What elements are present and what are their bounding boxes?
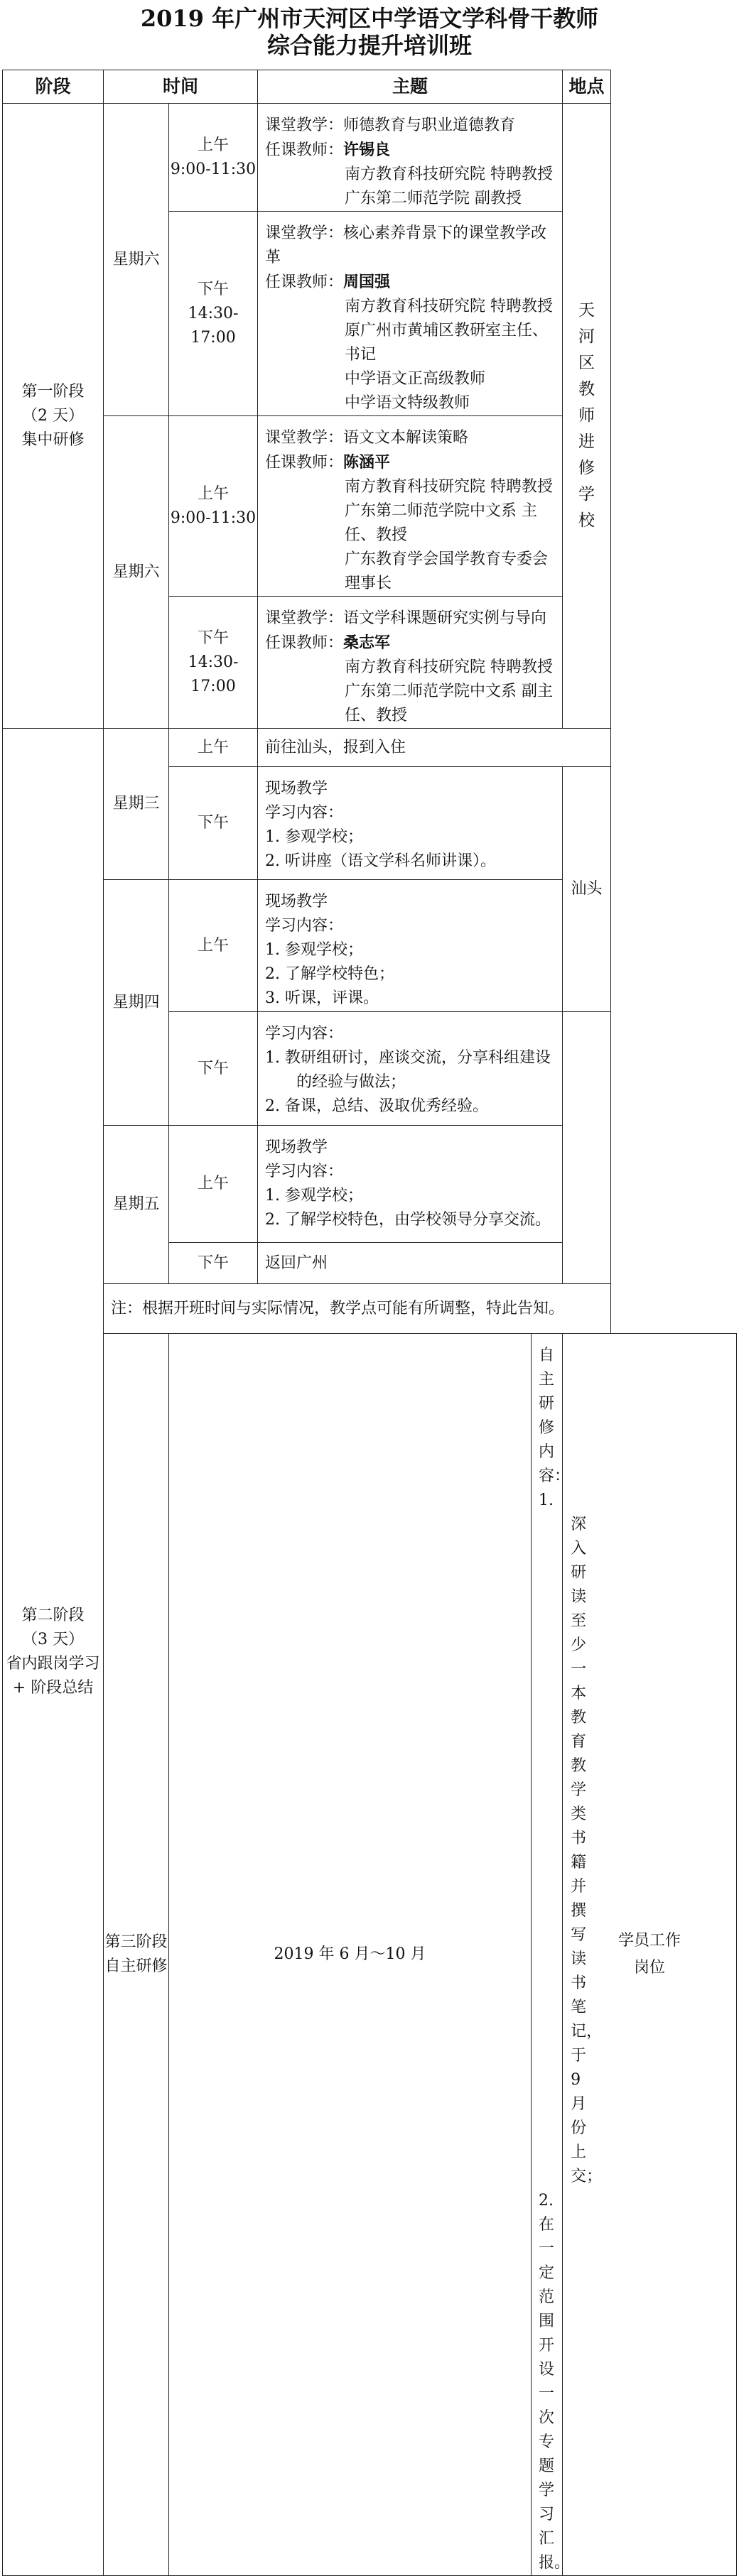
document-title-line2: 综合能力提升培训班 [266, 32, 472, 59]
teacher-label: 任课教师： [265, 454, 344, 472]
topic-line: 1. 参观学校； [265, 828, 363, 846]
table-row [3, 104, 737, 212]
topic-line: 现场教学 [265, 780, 328, 798]
topic-line: 现场教学 [265, 893, 328, 911]
stage1-day2: 星期六 [104, 416, 169, 729]
topic-line: 2. 了解学校特色； [265, 965, 394, 983]
stage1-desc: 集中研修 [21, 430, 85, 449]
header-location: 地点 [563, 70, 611, 104]
session3-time: 9:00-11:30 [170, 509, 257, 527]
session3-period: 上午 [198, 484, 230, 503]
wed-pm-period: 下午 [169, 767, 258, 880]
stage2-location: 汕头 [563, 767, 611, 1012]
topic-line: 学习内容： [265, 1163, 344, 1180]
table-row [3, 729, 737, 767]
topic-line: 1. 参观学校； [265, 941, 363, 959]
session2-time-cell [169, 212, 258, 416]
topic-line: 自主研修内容： [539, 1347, 571, 1485]
stage1-name: 第一阶段 [21, 382, 85, 401]
session1-topic-cell [258, 104, 563, 212]
table-row [3, 1334, 737, 2576]
session3-time-cell [169, 416, 258, 597]
schedule-table [2, 70, 737, 2576]
topic-line: 学习内容： [265, 1025, 344, 1043]
teacher-label: 任课教师： [265, 273, 344, 291]
session3-teacher-title: 南方教育科技研究院 特聘教授 [345, 478, 554, 496]
stage3-cell [104, 1334, 169, 2576]
topic-line: 1. 参观学校； [265, 1187, 363, 1205]
session2-time: 14:30-17:00 [188, 304, 239, 347]
topic-line: 3. 听课，评课。 [265, 989, 379, 1007]
session1-time: 9:00-11:30 [170, 160, 257, 178]
topic-label: 课堂教学： [265, 609, 344, 627]
stage2-desc: 省内跟岗学习 [6, 1655, 100, 1673]
header-topic: 主题 [258, 70, 563, 104]
topic-line: 学习内容： [265, 917, 344, 935]
header-time: 时间 [104, 70, 258, 104]
session4-time: 14:30-17:00 [188, 653, 239, 695]
session2-teacher-title: 南方教育科技研究院 特聘教授 [345, 298, 554, 315]
stage1-cell [3, 104, 104, 729]
session1-teacher-title: 南方教育科技研究院 特聘教授 [345, 165, 554, 183]
wed-pm-topic-cell [258, 767, 563, 880]
stage2-cell [3, 729, 104, 2576]
topic-line: 1. 教研组研讨，座谈交流，分享科组建设的经验与做法； [265, 1049, 551, 1091]
stage2-name: 第二阶段 [21, 1607, 85, 1624]
stage3-name: 第三阶段 [104, 1933, 168, 1951]
session3-teacher-title: 广东第二师范学院中文系 主任、教授 [345, 502, 538, 544]
header-row [3, 70, 737, 104]
teacher-label: 任课教师： [265, 141, 344, 159]
session4-period: 下午 [198, 629, 230, 647]
table-row [3, 880, 737, 1012]
topic-line: 2. 听讲座（语文学科名师讲课）。 [265, 852, 497, 870]
session1-time-cell [169, 104, 258, 212]
wed-am-topic: 前往汕头，报到入住 [258, 729, 611, 767]
stage2-fri: 星期五 [104, 1126, 169, 1284]
stage2-days: （3 天） [22, 1631, 84, 1648]
session4-topic-cell [258, 597, 563, 729]
session2-period: 下午 [198, 280, 230, 298]
session4-teacher: 桑志军 [343, 634, 391, 652]
topic-line: 现场教学 [265, 1138, 328, 1156]
session1-teacher-title: 广东第二师范学院 副教授 [345, 190, 522, 207]
stage1-location-text: 天河区教师进修学校 [578, 301, 595, 530]
stage1-day1: 星期六 [104, 104, 169, 416]
stage2-desc-summary: + 阶段总结 [12, 1679, 94, 1697]
stage2-wed: 星期三 [104, 729, 169, 880]
session1-period: 上午 [198, 136, 230, 154]
session3-topic: 语文文本解读策略 [343, 429, 469, 447]
session3-topic-cell [258, 416, 563, 597]
stage1-days: （2 天） [22, 406, 84, 425]
adjustment-note: 注：根据开班时间与实际情况，教学点可能有所调整，特此告知。 [104, 1284, 611, 1334]
table-row [3, 1126, 737, 1243]
document-title-line1: 2019 年广州市天河区中学语文学科骨干教师 [140, 5, 599, 32]
table-row [3, 1284, 737, 1334]
session2-topic: 核心素养背景下的课堂教学改革 [265, 224, 547, 266]
thu-pm-topic-cell [258, 1012, 563, 1126]
session2-teacher: 周国强 [343, 273, 391, 291]
session4-time-cell [169, 597, 258, 729]
topic-line: 2. 备课，总结、汲取优秀经验。 [265, 1097, 488, 1115]
fri-pm-period: 下午 [169, 1243, 258, 1284]
stage1-location [563, 104, 611, 729]
thu-am-period: 上午 [169, 880, 258, 1012]
session2-teacher-title: 原广州市黄埔区教研室主任、书记 [345, 322, 549, 364]
session2-teacher-title: 中学语文正高级教师 [345, 370, 486, 388]
table-row [3, 416, 737, 597]
session3-teacher: 陈涵平 [343, 453, 391, 472]
stage3-topic-cell [532, 1334, 603, 2576]
topic-label: 课堂教学： [265, 429, 344, 447]
topic-label: 课堂教学： [265, 224, 344, 242]
header-stage: 阶段 [3, 70, 104, 104]
thu-pm-period: 下午 [169, 1012, 258, 1126]
fri-pm-topic: 返回广州 [258, 1243, 563, 1284]
session2-teacher-title: 中学语文特级教师 [345, 394, 470, 412]
stage3-desc: 自主研修 [104, 1957, 168, 1975]
topic-line: 1. 深入研读至少一本教育教学类书籍并撰写读书笔记，于 9 月份上交； [539, 1491, 603, 2185]
session1-topic: 师德教育与职业道德教育 [343, 116, 516, 134]
thu-am-topic-cell [258, 880, 563, 1012]
session1-teacher: 许锡良 [343, 141, 391, 159]
teacher-label: 任课教师： [265, 634, 344, 652]
fri-am-period: 上午 [169, 1126, 258, 1243]
stage2-thu: 星期四 [104, 880, 169, 1126]
session4-topic: 语文学科课题研究实例与导向 [343, 609, 547, 627]
session4-teacher-title: 广东第二师范学院中文系 副主任、教授 [345, 683, 554, 724]
topic-line: 2. 了解学校特色，由学校领导分享交流。 [265, 1211, 551, 1229]
fri-am-topic-cell [258, 1126, 563, 1243]
stage3-location [563, 1334, 737, 2576]
topic-label: 课堂教学： [265, 116, 344, 134]
stage3-location-text: 学员工作岗位 [618, 1932, 681, 1977]
stage3-time: 2019 年 6 月～10 月 [169, 1334, 532, 2576]
session2-topic-cell [258, 212, 563, 416]
topic-line: 2. 在一定范围开设一次专题学习汇报。 [539, 2192, 571, 2572]
topic-line: 学习内容： [265, 804, 344, 822]
session3-teacher-title: 广东教育学会国学教育专委会 理事长 [345, 550, 549, 592]
wed-am-period: 上午 [169, 729, 258, 767]
session4-teacher-title: 南方教育科技研究院 特聘教授 [345, 658, 554, 676]
stage2-location-blank [563, 1012, 611, 1284]
